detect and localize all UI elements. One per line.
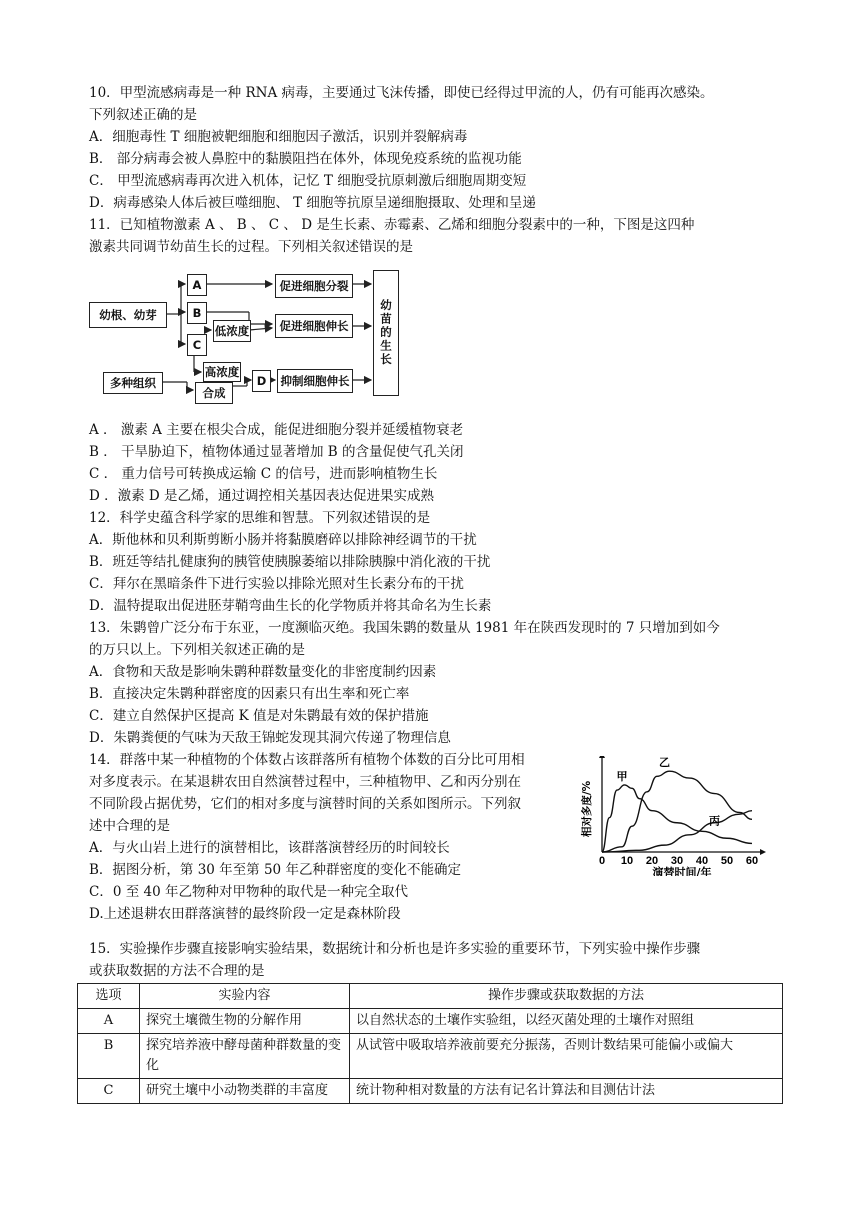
q12-stem: 12．科学史蕴含科学家的思维和智慧。下列叙述错误的是 [89,510,431,526]
table-row [78,1079,783,1104]
hormone-diagram [89,268,419,408]
table-header: 实验内容 [140,984,350,1009]
table-cell: B [78,1034,140,1079]
q14-option-a: A．与火山岩上进行的演替相比，该群落演替经历的时间较长 [89,840,450,856]
q11-option-d: D ．激素 D 是乙烯，通过调控相关基因表达促进果实成熟 [89,488,435,504]
table-cell: 研究土壤中小动物类群的丰富度 [140,1079,350,1104]
q10-option-c: C． 甲型流感病毒再次进入机体，记忆 T 细胞受抗原刺激后细胞周期变短 [89,173,527,189]
series-line-丙 [602,811,752,852]
x-axis-label: 演替时间/年 [652,866,712,876]
q14-stem-line1: 14．群落中某一种植物的个体数占该群落所有植物个体数的百分比可用相 [89,752,525,768]
low-concentration-box: 低浓度 [213,320,251,342]
q11-stem-line1: 11．已知植物激素 A 、 B 、 C 、 D 是生长素、赤霉素、乙烯和细胞分裂素中的一种，下图是这四种 [89,217,695,233]
q15-table [77,983,783,1104]
x-tick-label: 60 [745,855,759,867]
table-cell: 探究土壤微生物的分解作用 [140,1009,350,1034]
series-label: 甲 [616,769,628,783]
table-cell: 以自然状态的土壤作实验组，以经灭菌处理的土壤作对照组 [350,1009,783,1034]
succession-chart [580,756,770,876]
q12-option-a: A．斯他林和贝利斯剪断小肠并将黏膜磨碎以排除神经调节的干扰 [89,532,477,548]
q10-option-a: A．细胞毒性 T 细胞被靶细胞和细胞因子激活，识别并裂解病毒 [89,129,468,145]
hormone-a-box: A [187,274,207,296]
q14-stem-line2: 对多度表示。在某退耕农田自然演替过程中，三种植物甲、乙和丙分别在 [89,774,521,790]
q14-stem-line4: 述中合理的是 [89,818,170,834]
q14-stem-line3: 不同阶段占据优势，它们的相对多度与演替时间的关系如图所示。下列叙 [89,796,521,812]
y-axis-arrow [599,756,605,758]
q15-stem-line2: 或获取数据的方法不合理的是 [89,963,265,979]
tissues-box: 多种组织 [103,372,163,394]
hormone-c-box: C [187,334,207,356]
promote-division-box: 促进细胞分裂 [275,274,353,298]
table-row [78,1009,783,1034]
root-shoot-box: 幼根、幼芽 [89,302,167,328]
table-header: 操作步骤或获取数据的方法 [350,984,783,1009]
x-tick-label: 40 [695,855,709,867]
table-row [78,1034,783,1079]
inhibit-elongation-box: 抑制细胞伸长 [277,369,353,393]
succession-chart-svg [580,756,770,876]
q14-option-b: B．据图分析，第 30 年至第 50 年乙种群密度的变化不能确定 [89,862,461,878]
x-tick-label: 50 [720,855,734,867]
q11-option-a: A ． 激素 A 主要在根尖合成，能促进细胞分裂并延缓植物衰老 [89,422,464,438]
table-cell: C [78,1079,140,1104]
table-cell: 探究培养液中酵母菌种群数量的变化 [140,1034,350,1079]
q12-option-b: B．班廷等结扎健康狗的胰管使胰腺萎缩以排除胰腺中消化液的干扰 [89,554,491,570]
x-tick-label: 0 [598,855,606,867]
q11-stem-line2: 激素共同调节幼苗生长的过程。下列相关叙述错误的是 [89,239,413,255]
q11-option-b: B ． 干旱胁迫下，植物体通过显著增加 B 的含量促使气孔关闭 [89,444,464,460]
promote-elongation-box: 促进细胞伸长 [275,314,353,338]
q10-stem-line1: 10．甲型流感病毒是一种 RNA 病毒，主要通过飞沫传播，即使已经得过甲流的人，仍有可能再次感染。 [89,85,714,101]
hormone-b-box: B [187,302,207,324]
table-cell: A [78,1009,140,1034]
x-tick-label: 10 [620,855,634,867]
q12-option-c: C．拜尔在黑暗条件下进行实验以排除光照对生长素分布的干扰 [89,576,464,592]
x-tick-label: 20 [645,855,659,867]
table-header-row [78,984,783,1009]
x-axis-arrow [760,849,766,855]
q10-option-d: D．病毒感染人体后被巨噬细胞、 T 细胞等抗原呈递细胞摄取、处理和呈递 [89,195,536,211]
table-cell: 从试管中吸取培养液前要充分振荡，否则计数结果可能偏小或偏大 [350,1034,783,1079]
series-line-甲 [602,785,752,852]
q13-option-c: C．建立自然保护区提高 K 值是对朱鹮最有效的保护措施 [89,708,429,724]
q14-option-d: D.上述退耕农田群落演替的最终阶段一定是森林阶段 [89,906,401,922]
q10-stem-line2: 下列叙述正确的是 [89,107,197,123]
q14-option-c: C．0 至 40 年乙物种对甲物种的取代是一种完全取代 [89,884,408,900]
y-axis-label: 相对多度/% [581,780,593,838]
table-cell: 统计物种相对数量的方法有记名计算法和目测估计法 [350,1079,783,1104]
q15-stem-line1: 15．实验操作步骤直接影响实验结果，数据统计和分析也是许多实验的重要环节，下列实验中操作步骤 [89,941,701,957]
high-concentration-box: 高浓度 [203,362,241,382]
q10-option-b: B． 部分病毒会被人鼻腔中的黏膜阻挡在体外，体现免疫系统的监视功能 [89,151,522,167]
x-tick-label: 30 [670,855,684,867]
q13-option-a: A．食物和天敌是影响朱鹮种群数量变化的非密度制约因素 [89,664,437,680]
q13-option-b: B．直接决定朱鹮种群密度的因素只有出生率和死亡率 [89,686,410,702]
q13-option-d: D．朱鹮粪便的气味为天敌王锦蛇发现其洞穴传递了物理信息 [89,730,451,746]
table-header: 选项 [78,984,140,1009]
q12-option-d: D．温特提取出促进胚芽鞘弯曲生长的化学物质并将其命名为生长素 [89,598,492,614]
q13-stem-line1: 13．朱鹮曾广泛分布于东亚，一度濒临灭绝。我国朱鹮的数量从 1981 年在陕西发现时的 7 只增加到如今 [89,620,720,636]
q11-option-c: C ． 重力信号可转换成运输 C 的信号，进而影响植物生长 [89,466,438,482]
synthesis-box: 合成 [195,382,233,404]
hormone-d-box: D [252,370,271,392]
series-label: 丙 [709,814,720,828]
q13-stem-line2: 的万只以上。下列相关叙述正确的是 [89,642,305,658]
seedling-growth-box: 幼苗的生长 [373,270,399,396]
series-label: 乙 [659,756,670,769]
